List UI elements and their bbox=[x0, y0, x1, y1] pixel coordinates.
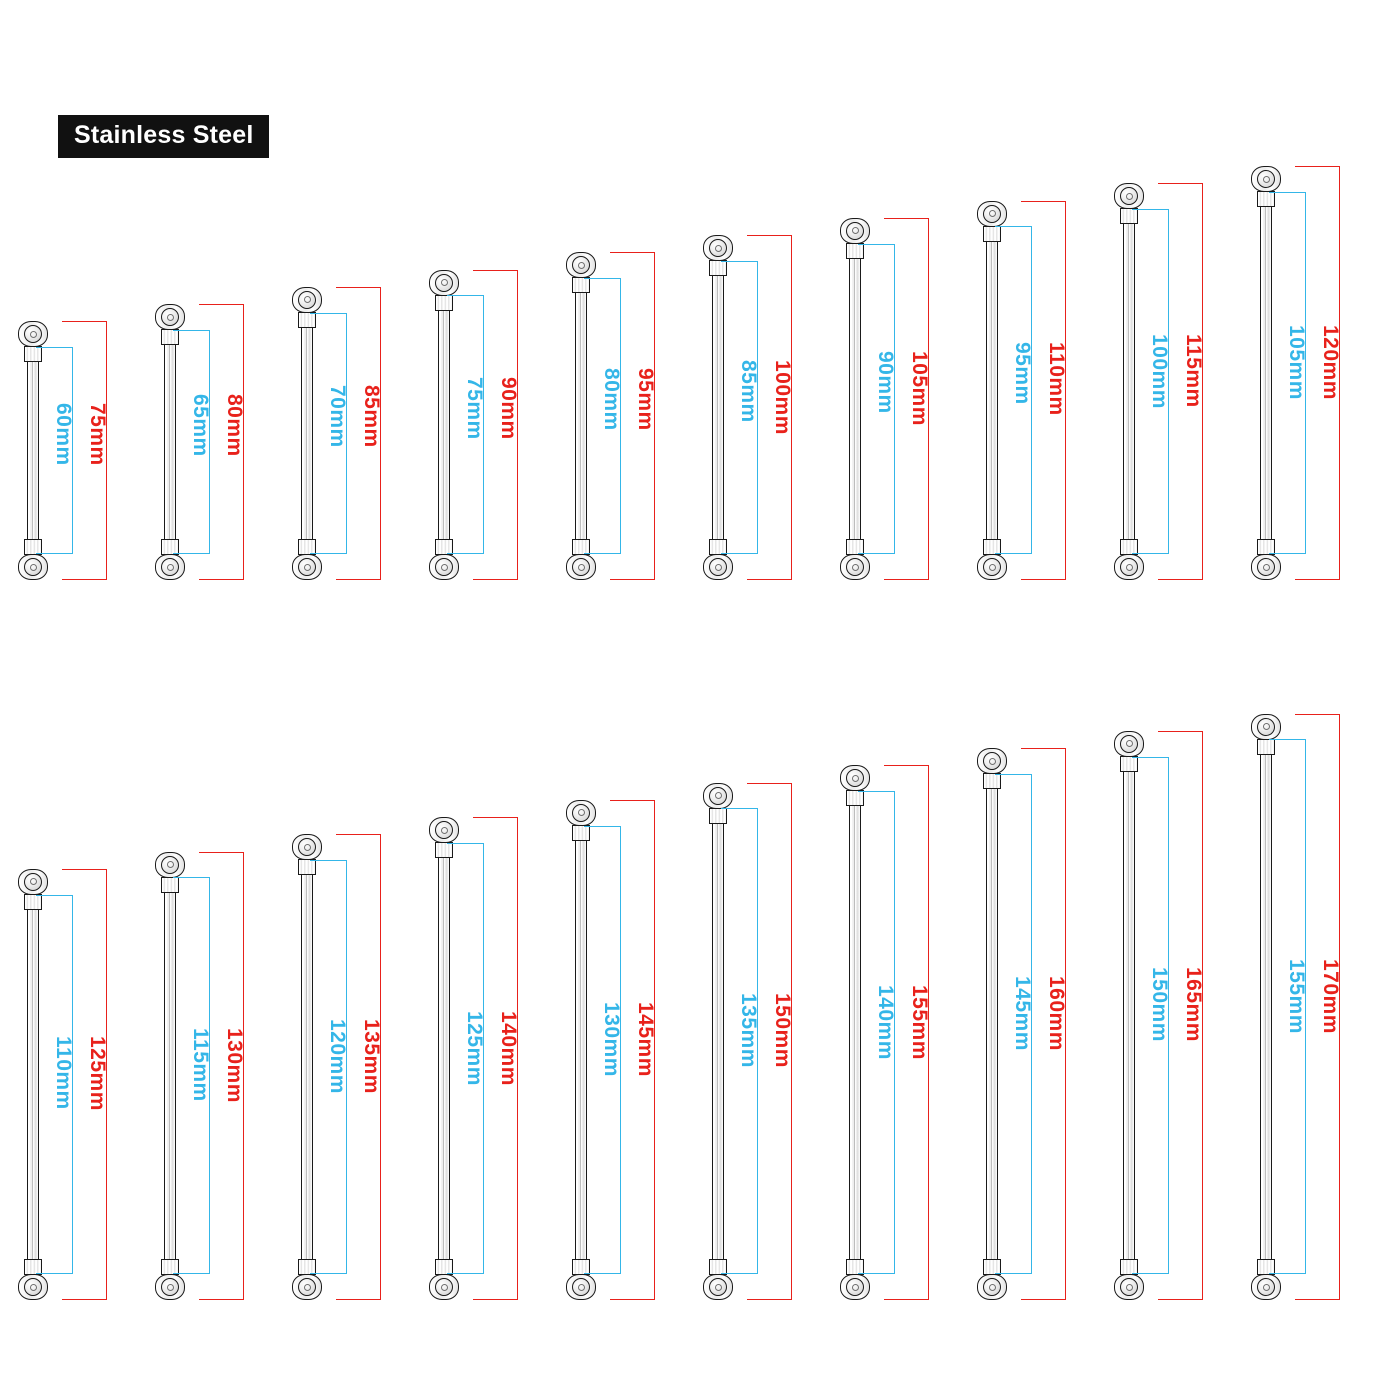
rod-end-bottom bbox=[14, 1254, 52, 1300]
outer-dimension-label: 145mm bbox=[634, 1001, 657, 1077]
rod-end-bottom bbox=[699, 1254, 737, 1300]
outer-dimension-label: 140mm bbox=[497, 1010, 520, 1086]
dimension-tick-top bbox=[62, 869, 106, 870]
rod-item bbox=[1110, 731, 1270, 1300]
dimension-tick-top bbox=[199, 852, 243, 853]
outer-dimension-label: 80mm bbox=[223, 394, 246, 457]
outer-dimension-label: 75mm bbox=[86, 402, 109, 466]
rod-item bbox=[699, 783, 859, 1301]
threaded-collar-icon bbox=[298, 859, 316, 875]
inner-dimension-label: 85mm bbox=[737, 359, 760, 423]
inner-dimension-label: 100mm bbox=[1148, 333, 1171, 409]
dimension-tick-bottom bbox=[721, 1273, 757, 1274]
dimension-tick-top bbox=[858, 791, 894, 792]
rod-end-bottom bbox=[562, 1254, 600, 1300]
dimension-tick-bottom bbox=[884, 1299, 928, 1300]
outer-dimension-label: 105mm bbox=[908, 350, 931, 426]
dimension-tick-top bbox=[1021, 748, 1065, 749]
rod-shaft bbox=[849, 795, 861, 1270]
dimension-tick-bottom bbox=[858, 1273, 894, 1274]
link-rod-graphic bbox=[973, 748, 1011, 1300]
inner-dimension-label: 135mm bbox=[737, 993, 760, 1069]
rod-shaft bbox=[712, 813, 724, 1271]
dimension-tick-top bbox=[721, 808, 757, 809]
rod-item bbox=[14, 869, 174, 1300]
ball-joint-icon bbox=[24, 1278, 42, 1296]
link-rod-graphic bbox=[1110, 731, 1148, 1300]
dimension-tick-top bbox=[1269, 739, 1305, 740]
inner-dimension-label: 105mm bbox=[1285, 325, 1308, 400]
ball-joint-icon bbox=[435, 1278, 453, 1296]
dimension-tick-top bbox=[995, 774, 1031, 775]
ball-joint-icon bbox=[435, 821, 453, 839]
ball-joint-icon bbox=[161, 856, 179, 874]
ball-joint-icon bbox=[983, 752, 1001, 770]
outer-dimension-label: 115mm bbox=[1182, 333, 1205, 408]
rod-end-top bbox=[699, 783, 737, 829]
dimension-tick-top bbox=[447, 843, 483, 844]
rod-end-bottom bbox=[973, 1254, 1011, 1300]
dimension-tick-bottom bbox=[447, 1273, 483, 1274]
inner-dimension-label: 75mm bbox=[463, 376, 486, 440]
threaded-collar-icon bbox=[983, 773, 1001, 789]
outer-dimension-label: 85mm bbox=[360, 385, 383, 449]
dimension-tick-bottom bbox=[62, 1299, 106, 1300]
dimension-tick-top bbox=[584, 826, 620, 827]
outer-dimension-label: 100mm bbox=[771, 359, 794, 435]
rod-item bbox=[425, 817, 585, 1300]
inner-dimension-label: 155mm bbox=[1285, 958, 1308, 1034]
ball-joint-icon bbox=[1120, 735, 1138, 753]
rod-end-top bbox=[14, 869, 52, 915]
inner-dimension-label: 110mm bbox=[52, 1036, 75, 1111]
outer-dimension-label: 135mm bbox=[360, 1019, 383, 1095]
ball-joint-icon bbox=[572, 804, 590, 822]
inner-dimension-label: 125mm bbox=[463, 1010, 486, 1086]
rod-end-bottom bbox=[151, 1254, 189, 1300]
dimension-tick-top bbox=[1295, 714, 1339, 715]
dimension-tick-bottom bbox=[1158, 1299, 1202, 1300]
rod-item bbox=[151, 852, 311, 1301]
dimension-tick-top bbox=[36, 895, 72, 896]
threaded-collar-icon bbox=[1257, 739, 1275, 755]
link-rod-graphic bbox=[836, 765, 874, 1300]
rod-shaft bbox=[1123, 761, 1135, 1270]
link-rod-graphic bbox=[425, 817, 463, 1300]
rod-item bbox=[836, 765, 996, 1300]
dimension-tick-bottom bbox=[36, 1273, 72, 1274]
outer-dimension-label: 130mm bbox=[223, 1027, 246, 1103]
dimension-tick-top bbox=[173, 877, 209, 878]
ball-joint-icon bbox=[1120, 1278, 1138, 1296]
rod-end-top bbox=[151, 852, 189, 898]
rod-shaft bbox=[1260, 744, 1272, 1271]
dimension-tick-bottom bbox=[584, 1273, 620, 1274]
rod-end-top bbox=[836, 765, 874, 811]
ball-joint-icon bbox=[983, 1278, 1001, 1296]
dimension-tick-top bbox=[336, 834, 380, 835]
threaded-collar-icon bbox=[161, 877, 179, 893]
link-rod-graphic bbox=[151, 852, 189, 1301]
inner-dimension-label: 95mm bbox=[1011, 342, 1034, 405]
dimension-tick-top bbox=[747, 783, 791, 784]
inner-dimension-label: 130mm bbox=[600, 1001, 623, 1077]
rod-end-bottom bbox=[425, 1254, 463, 1300]
outer-dimension-label: 170mm bbox=[1319, 958, 1342, 1034]
dimension-tick-bottom bbox=[1021, 1299, 1065, 1300]
ball-joint-icon bbox=[709, 787, 727, 805]
outer-dimension-label: 90mm bbox=[497, 376, 520, 440]
rod-end-top bbox=[1110, 731, 1148, 777]
outer-dimension-label: 125mm bbox=[86, 1036, 109, 1112]
rod-end-bottom bbox=[288, 1254, 326, 1300]
dimension-tick-top bbox=[310, 860, 346, 861]
rod-end-top bbox=[1247, 714, 1285, 760]
inner-dimension-label: 60mm bbox=[52, 402, 75, 466]
dimension-tick-top bbox=[884, 765, 928, 766]
outer-dimension-label: 160mm bbox=[1045, 976, 1068, 1051]
rod-end-top bbox=[562, 800, 600, 846]
dimension-tick-bottom bbox=[747, 1299, 791, 1300]
rod-shaft bbox=[575, 830, 587, 1270]
outer-dimension-label: 150mm bbox=[771, 993, 794, 1069]
ball-joint-icon bbox=[298, 1278, 316, 1296]
ball-joint-icon bbox=[572, 1278, 590, 1296]
rod-item bbox=[973, 748, 1133, 1300]
rod-end-top bbox=[973, 748, 1011, 794]
material-badge: Stainless Steel bbox=[58, 115, 269, 158]
rod-end-bottom bbox=[1110, 1254, 1148, 1300]
dimension-tick-bottom bbox=[1295, 1299, 1339, 1300]
dimension-tick-bottom bbox=[173, 1273, 209, 1274]
ball-joint-icon bbox=[1257, 718, 1275, 736]
dimension-tick-top bbox=[1132, 757, 1168, 758]
rod-shaft bbox=[301, 864, 313, 1270]
outer-dimension-label: 110mm bbox=[1045, 342, 1068, 416]
dimension-tick-bottom bbox=[336, 1299, 380, 1300]
inner-dimension-label: 150mm bbox=[1148, 967, 1171, 1043]
dimension-tick-top bbox=[610, 800, 654, 801]
dimension-tick-bottom bbox=[610, 1299, 654, 1300]
rod-end-top bbox=[425, 817, 463, 863]
dimension-tick-bottom bbox=[473, 1299, 517, 1300]
dimension-tick-top bbox=[1158, 731, 1202, 732]
link-rod-graphic bbox=[699, 783, 737, 1301]
rod-end-bottom bbox=[1247, 1254, 1285, 1300]
dimension-tick-bottom bbox=[1269, 1273, 1305, 1274]
threaded-collar-icon bbox=[572, 825, 590, 841]
link-rod-graphic bbox=[288, 834, 326, 1300]
outer-dimension-label: 95mm bbox=[634, 368, 657, 431]
inner-dimension-label: 120mm bbox=[326, 1019, 349, 1095]
dimension-tick-top bbox=[473, 817, 517, 818]
rod-shaft bbox=[438, 847, 450, 1270]
rod-shaft bbox=[164, 882, 176, 1271]
rod-shaft bbox=[27, 899, 39, 1270]
dimension-tick-bottom bbox=[199, 1299, 243, 1300]
ball-joint-icon bbox=[161, 1278, 179, 1296]
rod-end-top bbox=[288, 834, 326, 880]
dimension-tick-bottom bbox=[995, 1273, 1031, 1274]
inner-dimension-label: 80mm bbox=[600, 368, 623, 431]
outer-dimension-label: 155mm bbox=[908, 984, 931, 1060]
threaded-collar-icon bbox=[846, 790, 864, 806]
outer-dimension-label: 120mm bbox=[1319, 325, 1342, 400]
inner-dimension-label: 145mm bbox=[1011, 976, 1034, 1051]
ball-joint-icon bbox=[846, 1278, 864, 1296]
rod-end-bottom bbox=[836, 1254, 874, 1300]
inner-dimension-label: 70mm bbox=[326, 385, 349, 449]
ball-joint-icon bbox=[24, 873, 42, 891]
threaded-collar-icon bbox=[1120, 756, 1138, 772]
link-rod-graphic bbox=[14, 869, 52, 1300]
link-rod-graphic bbox=[562, 800, 600, 1300]
inner-dimension-label: 115mm bbox=[189, 1027, 212, 1102]
threaded-collar-icon bbox=[435, 842, 453, 858]
link-rod-graphic bbox=[1247, 714, 1285, 1301]
rod-item bbox=[1247, 714, 1400, 1301]
inner-dimension-label: 90mm bbox=[874, 350, 897, 414]
dimension-tick-bottom bbox=[1132, 1273, 1168, 1274]
threaded-collar-icon bbox=[709, 808, 727, 824]
outer-dimension-label: 165mm bbox=[1182, 967, 1205, 1043]
ball-joint-icon bbox=[709, 1278, 727, 1296]
rod-shaft bbox=[986, 778, 998, 1270]
rod-item bbox=[562, 800, 722, 1300]
inner-dimension-label: 65mm bbox=[189, 394, 212, 457]
threaded-collar-icon bbox=[24, 894, 42, 910]
ball-joint-icon bbox=[1257, 1278, 1275, 1296]
inner-dimension-label: 140mm bbox=[874, 984, 897, 1060]
rod-item bbox=[288, 834, 448, 1300]
dimension-tick-bottom bbox=[310, 1273, 346, 1274]
